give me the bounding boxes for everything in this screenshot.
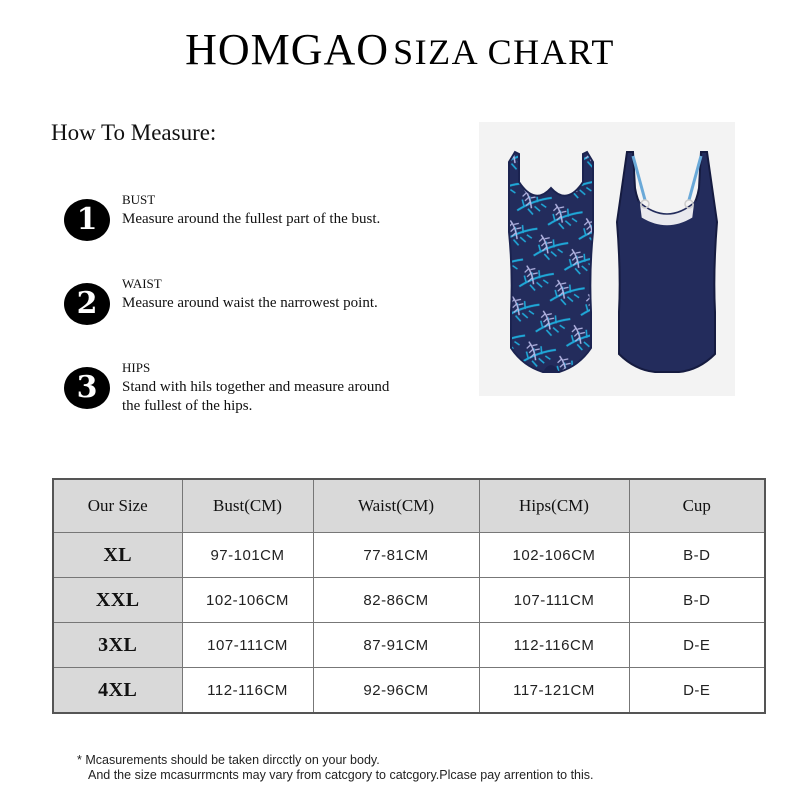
table-row: [53, 623, 765, 668]
size-label: XXL: [53, 578, 182, 623]
column-header: Hips(CM): [479, 479, 629, 533]
table-row: [53, 533, 765, 578]
step-number-icon: 2: [64, 283, 110, 325]
bust-value: 112-116CM: [182, 668, 313, 714]
column-header: Waist(CM): [313, 479, 479, 533]
hips-value: 112-116CM: [479, 623, 629, 668]
table-row: [53, 578, 765, 623]
waist-value: 82-86CM: [313, 578, 479, 623]
waist-value: 77-81CM: [313, 533, 479, 578]
hips-value: 117-121CM: [479, 668, 629, 714]
size-label: 4XL: [53, 668, 182, 714]
table-header-row: [53, 479, 765, 533]
footnote: [77, 753, 594, 783]
hips-value: 107-111CM: [479, 578, 629, 623]
how-to-measure-heading: How To Measure:: [51, 120, 217, 145]
step-name: HIPS: [122, 360, 151, 375]
step-description-line: Measure around the fullest part of the bust.: [122, 211, 381, 227]
swimsuit-back-icon: [617, 152, 717, 372]
step-description: [122, 378, 389, 416]
step-description: [122, 210, 380, 229]
step-name: BUST: [122, 192, 156, 207]
step-number-icon: 1: [64, 199, 110, 241]
waist-value: 92-96CM: [313, 668, 479, 714]
cup-value: B-D: [629, 578, 765, 623]
size-label: XL: [53, 533, 182, 578]
step-description-line: Measure around waist the narrowest point.: [122, 295, 378, 311]
cup-value: B-D: [629, 533, 765, 578]
step-description: [122, 294, 378, 313]
footnote-line: And the size mcasurrmcnts may vary from catcgory to catcgory.Plcase pay arrention to this.: [88, 768, 594, 782]
cup-value: D-E: [629, 623, 765, 668]
step-number-icon: 3: [64, 367, 110, 409]
hips-value: 102-106CM: [479, 533, 629, 578]
step-name: WAIST: [122, 276, 162, 291]
size-table: [52, 478, 766, 714]
brand-name: HOMGAO: [185, 25, 390, 74]
table-row: [53, 668, 765, 714]
bust-value: 97-101CM: [182, 533, 313, 578]
page-title: [0, 24, 800, 75]
step-description-line: the fullest of the hips.: [122, 398, 253, 414]
swimsuit-front-icon: [509, 152, 593, 372]
title-text: SIZA CHART: [393, 32, 615, 72]
footnote-line: * Mcasurements should be taken dircctly on your body.: [77, 753, 380, 767]
product-photo: [479, 122, 735, 396]
size-label: 3XL: [53, 623, 182, 668]
bust-value: 107-111CM: [182, 623, 313, 668]
bust-value: 102-106CM: [182, 578, 313, 623]
step-description-line: Stand with hils together and measure around: [122, 379, 390, 395]
column-header: Cup: [629, 479, 765, 533]
column-header: Our Size: [53, 479, 182, 533]
cup-value: D-E: [629, 668, 765, 714]
waist-value: 87-91CM: [313, 623, 479, 668]
column-header: Bust(CM): [182, 479, 313, 533]
